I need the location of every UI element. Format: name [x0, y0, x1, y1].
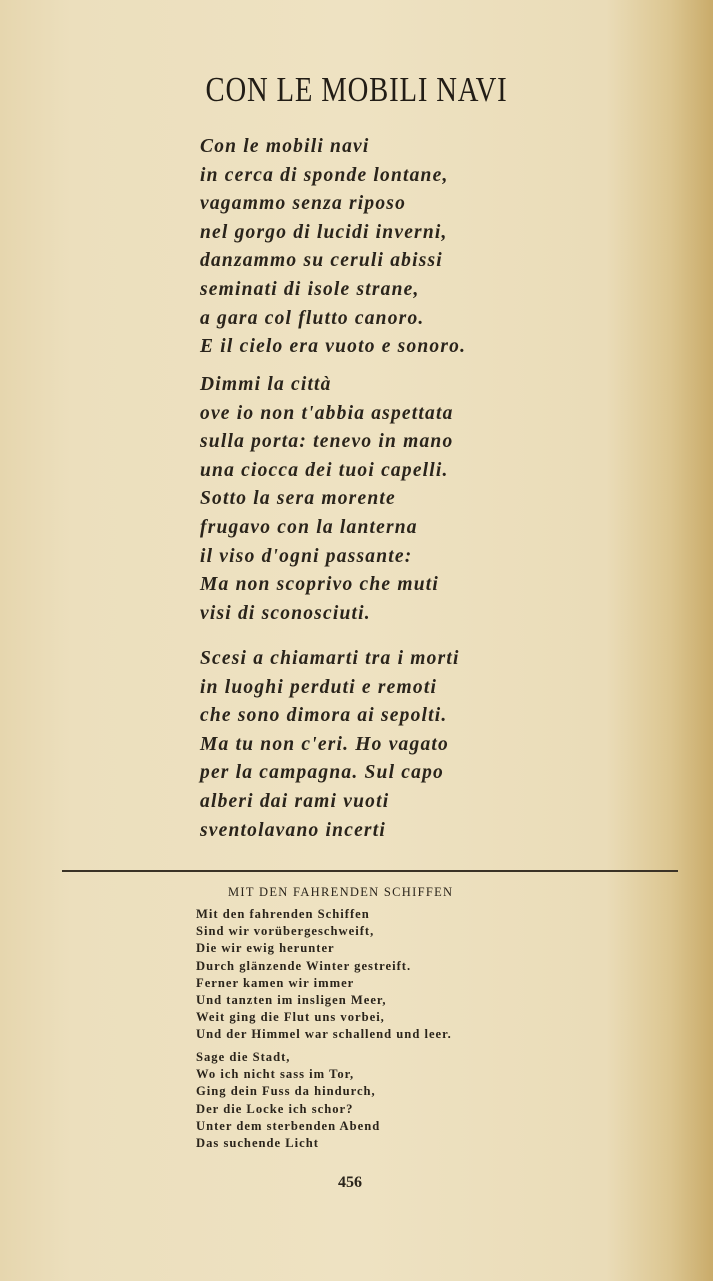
divider-rule [62, 870, 678, 872]
poem-line: sulla porta: tenevo in mano [200, 431, 454, 453]
poem-line: Die wir ewig herunter [196, 941, 335, 956]
german-stanza-2 [196, 1049, 380, 1152]
poem-line: E il cielo era vuoto e sonoro. [200, 336, 467, 358]
poem-line: Unter dem sterbenden Abend [196, 1118, 381, 1133]
poem-line: Sotto la sera morente [200, 488, 396, 510]
poem-title-italian: CON LE MOBILI NAVI [205, 70, 508, 109]
poem-line: a gara col flutto canoro. [200, 307, 425, 329]
poem-line: Ferner kamen wir immer [196, 975, 355, 990]
poem-line: seminati di isole strane, [200, 278, 420, 300]
poem-line: Und der Himmel war schallend und leer. [196, 1027, 452, 1042]
poem-line: Con le mobili navi [200, 136, 370, 157]
poem-line: visi di sconosciuti. [200, 602, 371, 624]
poem-line: in cerca di sponde lontane, [200, 164, 449, 186]
italian-stanza-3 [200, 645, 460, 845]
italian-stanza-1 [200, 133, 466, 362]
poem-line: vagammo senza riposo [200, 193, 407, 215]
poem-title-german: MIT DEN FAHRENDEN SCHIFFEN [228, 885, 454, 899]
poem-line: Weit ging die Flut uns vorbei, [196, 1010, 385, 1025]
poem-line: alberi dai rami vuoti [200, 790, 390, 812]
poem-line: Der die Locke ich schor? [196, 1101, 354, 1116]
poem-line: Ma non scoprivo che muti [200, 574, 439, 596]
poem-line: in luoghi perduti e remoti [200, 676, 438, 698]
poem-line: Dimmi la città [200, 374, 332, 395]
poem-line: Scesi a chiamarti tra i morti [200, 648, 460, 669]
poem-line: sventolavano incerti [200, 819, 386, 841]
poem-line: ove io non t'abbia aspettata [200, 402, 454, 424]
poem-line: Und tanzten im insligen Meer, [196, 993, 387, 1008]
poem-line: Ging dein Fuss da hindurch, [196, 1084, 376, 1099]
page-number: 456 [338, 1174, 362, 1191]
italian-stanza-2 [200, 371, 454, 628]
poem-line: Sind wir vorübergeschweift, [196, 924, 375, 939]
poem-line: Mit den fahrenden Schiffen [196, 907, 370, 921]
poem-line: nel gorgo di lucidi inverni, [200, 221, 448, 243]
german-stanza-1 [196, 906, 452, 1044]
poem-line: Ma tu non c'eri. Ho vagato [200, 733, 449, 755]
poem-line: Das suchende Licht [196, 1136, 319, 1151]
poem-line: una ciocca dei tuoi capelli. [200, 459, 449, 481]
poem-line: Wo ich nicht sass im Tor, [196, 1067, 355, 1082]
poem-line: danzammo su ceruli abissi [200, 250, 443, 272]
poem-line: Sage die Stadt, [196, 1050, 291, 1064]
poem-line: il viso d'ogni passante: [200, 545, 413, 567]
poem-line: frugavo con la lanterna [200, 516, 418, 538]
poem-line: per la campagna. Sul capo [200, 762, 444, 784]
poem-line: Durch glänzende Winter gestreift. [196, 958, 412, 973]
poem-line: che sono dimora ai sepolti. [200, 705, 448, 727]
